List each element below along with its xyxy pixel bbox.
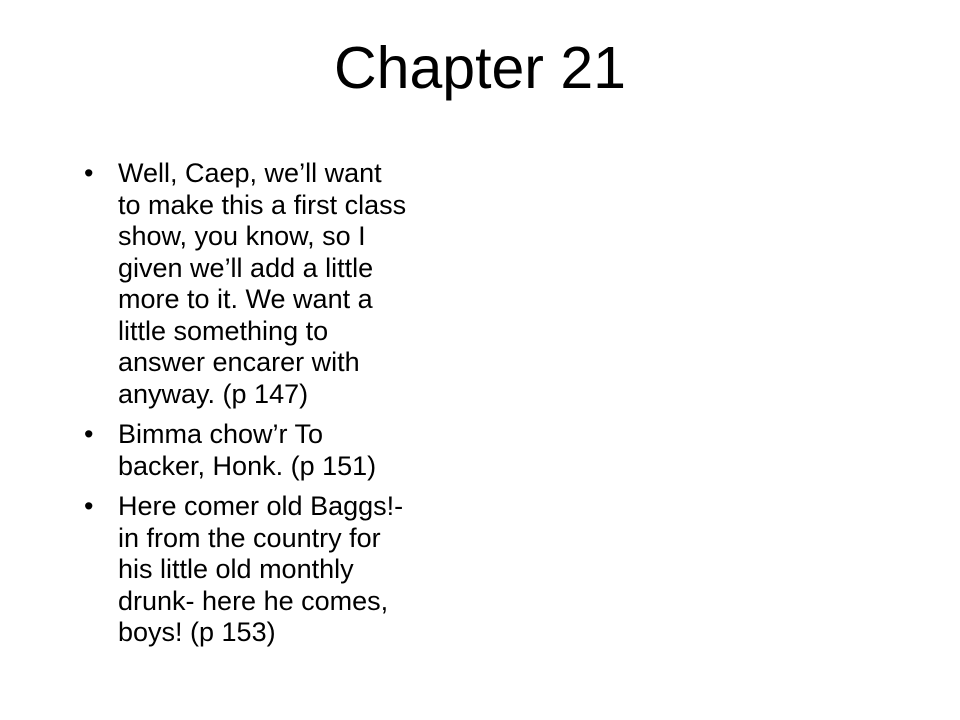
bullet-marker: • <box>84 491 94 521</box>
bullet-item-1 <box>80 158 480 410</box>
slide-title: Chapter 21 <box>334 35 626 101</box>
bullet-line: Here comer old Baggs!- <box>118 491 404 521</box>
bullet-list <box>80 158 480 658</box>
bullet-line: show, you know, so I <box>118 221 366 251</box>
bullet-marker: • <box>84 158 94 188</box>
bullet-line: given we’ll add a little <box>118 252 374 283</box>
bullet-line: backer, Honk. (p 151) <box>118 450 377 481</box>
bullet-line: more to it. We want a <box>118 284 373 314</box>
bullet-item-3 <box>80 491 480 649</box>
bullet-line: Well, Caep, we’ll want <box>118 158 382 188</box>
bullet-line: little something to <box>118 315 329 346</box>
bullet-line: boys! (p 153) <box>118 617 276 647</box>
bullet-line: to make this a first class <box>118 189 407 220</box>
bullet-line: answer encarer with <box>118 347 360 377</box>
bullet-line: anyway. (p 147) <box>118 378 309 409</box>
bullet-item-2 <box>80 419 480 482</box>
bullet-line: his little old monthly <box>118 554 354 584</box>
bullet-line: in from the country for <box>118 522 381 553</box>
bullet-line: Bimma chow’r To <box>118 419 324 449</box>
bullet-marker: • <box>84 419 94 449</box>
bullet-line: drunk- here he comes, <box>118 585 389 616</box>
